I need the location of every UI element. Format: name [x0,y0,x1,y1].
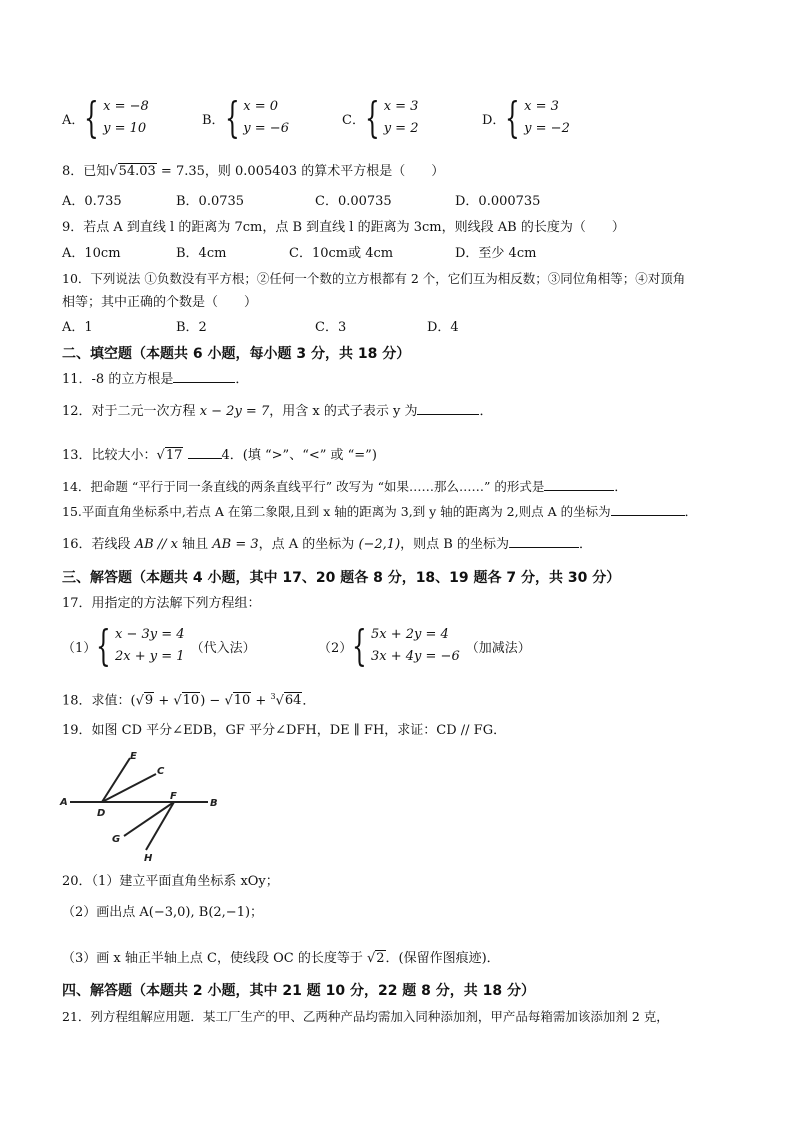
label-g: G [112,834,121,845]
section-4-heading: 四、解答题（本题共 2 小题，其中 21 题 10 分，22 题 8 分，共 18 分） [62,983,536,999]
answer-blank [509,535,579,548]
question-13: 13．比较大小：√17 4．(填 “>”、“<” 或 “=”) [62,448,377,463]
question-12: 12．对于二元一次方程 x − 2y = 7，用含 x 的式子表示 y 为 ． [62,404,493,419]
question-19: 19．如图 CD 平分∠EDB，GF 平分∠DFH，DE ∥ FH，求证：CD // FG． [62,723,507,738]
answer-blank [611,503,685,516]
q8-option-a: A．0.735 [62,194,122,209]
question-20-part-1: 20．（1）建立平面直角坐标系 xOy； [62,874,279,889]
answer-blank [173,370,235,383]
q9-option-b: B．4cm [176,246,227,261]
question-20-part-2: （2）画出点 A(−3,0), B(2,−1)； [62,905,264,920]
question-21: 21．列方程组解应用题．某工厂生产的甲、乙两种产品均需加入同种添加剂，甲产品每箱需加该添加剂 2 克， [62,1009,669,1024]
q7-option-b: B． { x = 0 y = −6 [202,93,289,142]
section-3-heading: 三、解答题（本题共 4 小题，其中 17、20 题各 8 分，18、19 题各 7 分，共 30 分） [62,570,621,586]
q9-option-d: D．至少 4cm [455,246,537,261]
question-20-part-3: （3）画 x 轴正半轴上点 C，使线段 OC 的长度等于 √2．(保留作图痕迹)． [62,951,500,966]
q10-option-b: B．2 [176,320,207,335]
q7-option-a: A． { x = −8 y = 10 [62,93,149,142]
question-10-line2: 相等；其中正确的个数是（ ） [62,295,258,310]
section-2-heading: 二、填空题（本题共 6 小题，每小题 3 分，共 18 分） [62,346,411,362]
q10-option-a: A．1 [62,320,93,335]
label-a: A [60,797,68,808]
label-e: E [130,751,137,762]
q8-option-c: C．0.00735 [315,194,392,209]
question-11: 11．-8 的立方根是 ． [62,372,249,387]
segment-fh [146,802,174,850]
question-8: 8．已知√54.03 = 7.35，则 0.005403 的算术平方根是（ ） [62,164,445,179]
question-14: 14．把命题 “平行于同一条直线的两条直线平行” 改写为 “如果……那么……” 的形式是 ． [62,479,627,494]
label-c: C [157,766,165,777]
q10-option-c: C．3 [315,320,347,335]
q10-option-d: D．4 [427,320,459,335]
question-15: 15.平面直角坐标系中,若点 A 在第二象限,且到 x 轴的距离为 3,到 y 轴的距离为 2,则点 A 的坐标为 ． [62,504,698,519]
answer-blank [417,402,479,415]
q9-option-a: A．10cm [62,246,121,261]
q7-option-d: D． { x = 3 y = −2 [482,93,570,142]
question-10-line1: 10．下列说法 ①负数没有平方根；②任何一个数的立方根都有 2 个，它们互为相反数；③同位角相等；④对顶角 [62,271,686,286]
geometry-figure [56,748,236,866]
q8-option-b: B．0.0735 [176,194,245,209]
label-f: F [170,791,177,802]
label-h: H [144,853,153,864]
question-9: 9．若点 A 到直线 l 的距离为 7cm，点 B 到直线 l 的距离为 3cm，则线段 AB 的长度为（ ） [62,220,625,235]
q8-option-d: D．0.000735 [455,194,541,209]
q17-part-2: （2） { 5x + 2y = 4 3x + 4y = −6 （加减法） [318,621,531,670]
label-b: B [210,798,218,809]
question-17: 17．用指定的方法解下列方程组： [62,596,261,611]
answer-blank [188,446,222,459]
question-16: 16．若线段 AB // x 轴且 AB = 3，点 A 的坐标为 (−2,1)，则点 B 的坐标为 ． [62,537,592,552]
q7-option-c: C． { x = 3 y = 2 [342,93,419,142]
segment-fg [124,802,174,836]
label-d: D [97,808,106,819]
option-letter: A． [62,112,85,128]
q9-option-c: C．10cm或 4cm [289,246,394,261]
q17-part-1: （1） { x − 3y = 4 2x + y = 1 （代入法） [62,621,256,670]
question-18: 18．求值：(√9 + √10) − √10 + $^3$√64． [62,692,316,709]
answer-blank [544,478,614,491]
